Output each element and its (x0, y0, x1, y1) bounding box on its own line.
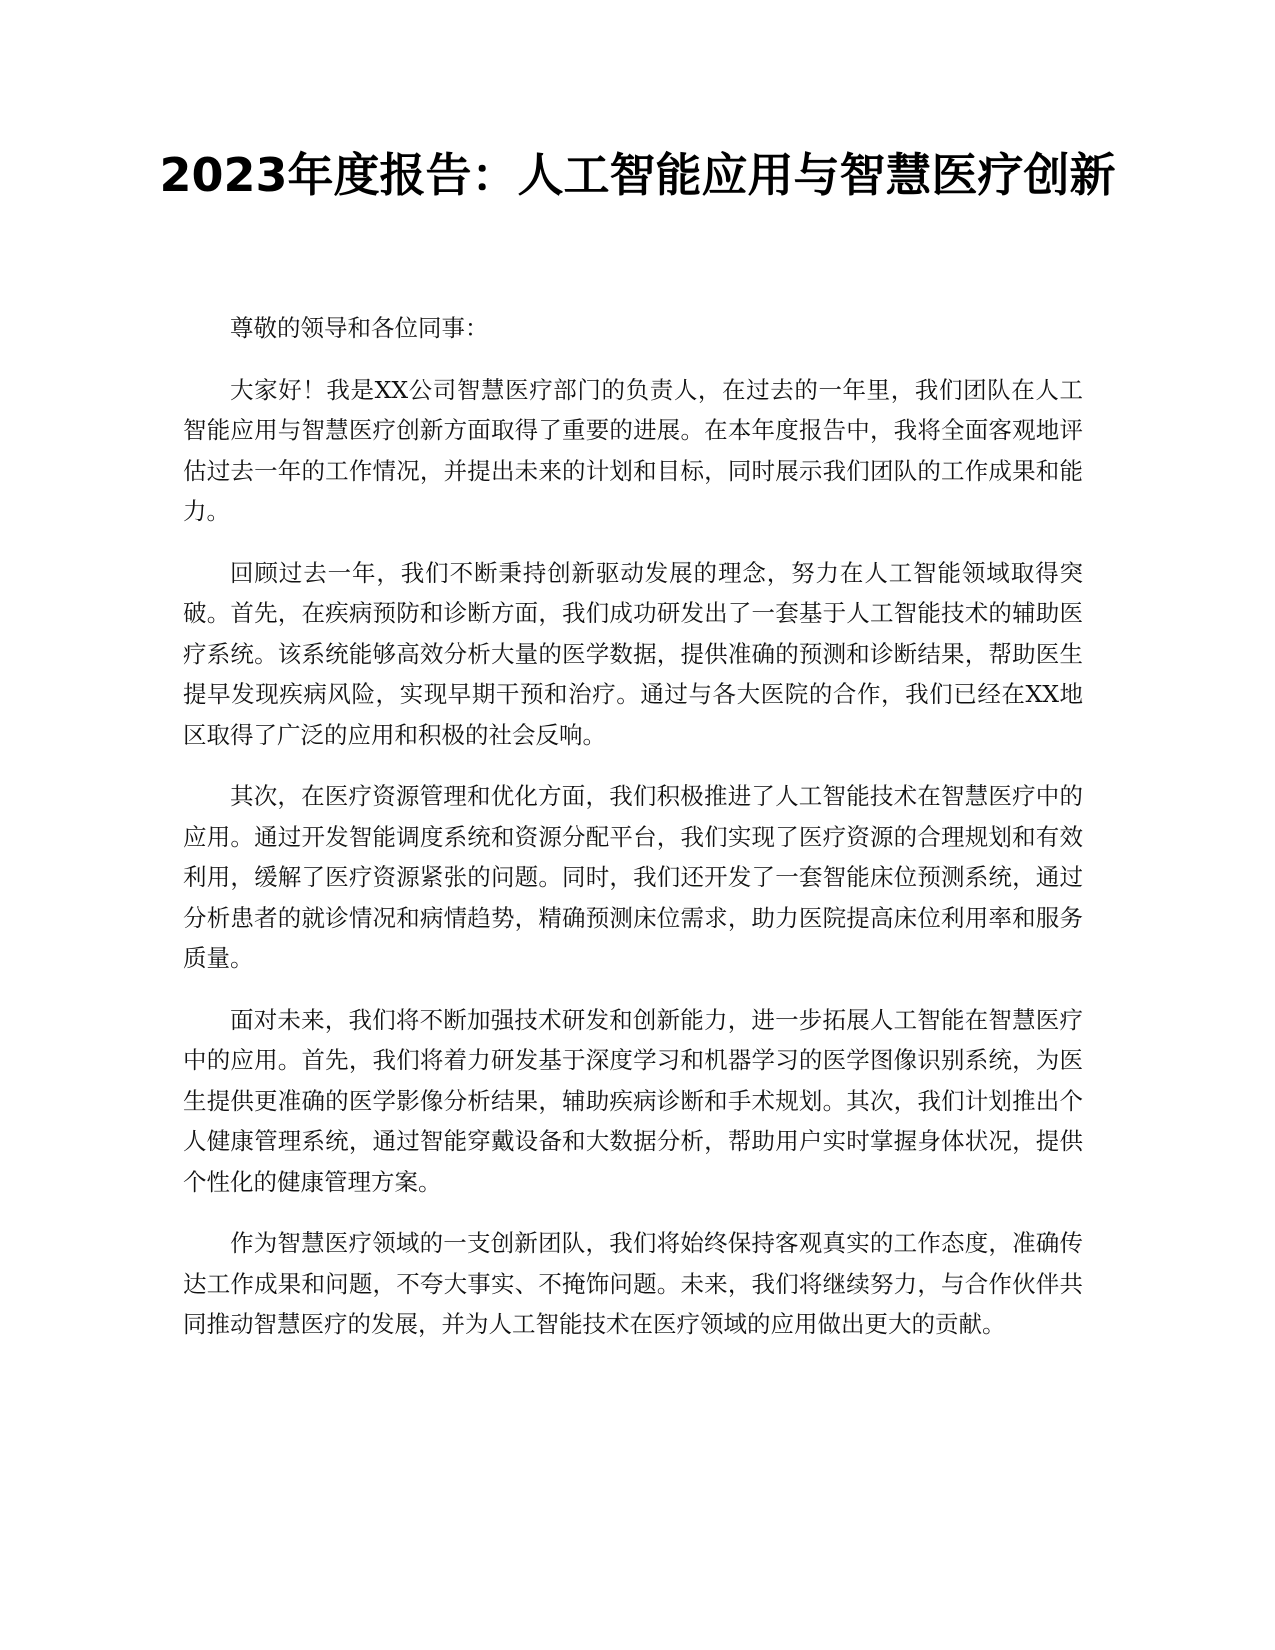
document-title: 2023年度报告：人工智能应用与智慧医疗创新 (159, 148, 1116, 202)
closing-paragraph: 作为智慧医疗领域的一支创新团队，我们将始终保持客观真实的工作态度，准确传达工作成果和问题，不夸大事实、不掩饰问题。未来，我们将继续努力，与合作伙伴共同推动智慧医疗的发展，并为人工智能技术在医疗领域的应用做出更大的贡献。 (183, 1229, 1083, 1338)
resource-paragraph: 其次，在医疗资源管理和优化方面，我们积极推进了人工智能技术在智慧医疗中的应用。通过开发智能调度系统和资源分配平台，我们实现了医疗资源的合理规划和有效利用，缓解了医疗资源紧张的问题。同时，我们还开发了一套智能床位预测系统，通过分析患者的就诊情况和病情趋势，精确预测床位需求，助力医院提高床位利用率和服务质量。 (183, 782, 1083, 972)
document-body (183, 308, 1083, 1366)
future-paragraph: 面对未来，我们将不断加强技术研发和创新能力，进一步拓展人工智能在智慧医疗中的应用。首先，我们将着力研发基于深度学习和机器学习的医学图像识别系统，为医生提供更准确的医学影像分析结果，辅助疾病诊断和手术规划。其次，我们计划推出个人健康管理系统，通过智能穿戴设备和大数据分析，帮助用户实时掌握身体状况，提供个性化的健康管理方案。 (183, 1005, 1083, 1196)
salutation-paragraph: 尊敬的领导和各位同事： (230, 314, 489, 342)
intro-paragraph: 大家好！我是XX公司智慧医疗部门的负责人，在过去的一年里，我们团队在人工智能应用与智慧医疗创新方面取得了重要的进展。在本年度报告中，我将全面客观地评估过去一年的工作情况，并提出未来的计划和目标，同时展示我们团队的工作成果和能力。 (183, 375, 1083, 525)
review-paragraph: 回顾过去一年，我们不断秉持创新驱动发展的理念，努力在人工智能领域取得突破。首先，在疾病预防和诊断方面，我们成功研发出了一套基于人工智能技术的辅助医疗系统。该系统能够高效分析大量的医学数据，提供准确的预测和诊断结果，帮助医生提早发现疾病风险，实现早期干预和治疗。通过与各大医院的合作，我们已经在XX地区取得了广泛的应用和积极的社会反响。 (183, 558, 1083, 749)
